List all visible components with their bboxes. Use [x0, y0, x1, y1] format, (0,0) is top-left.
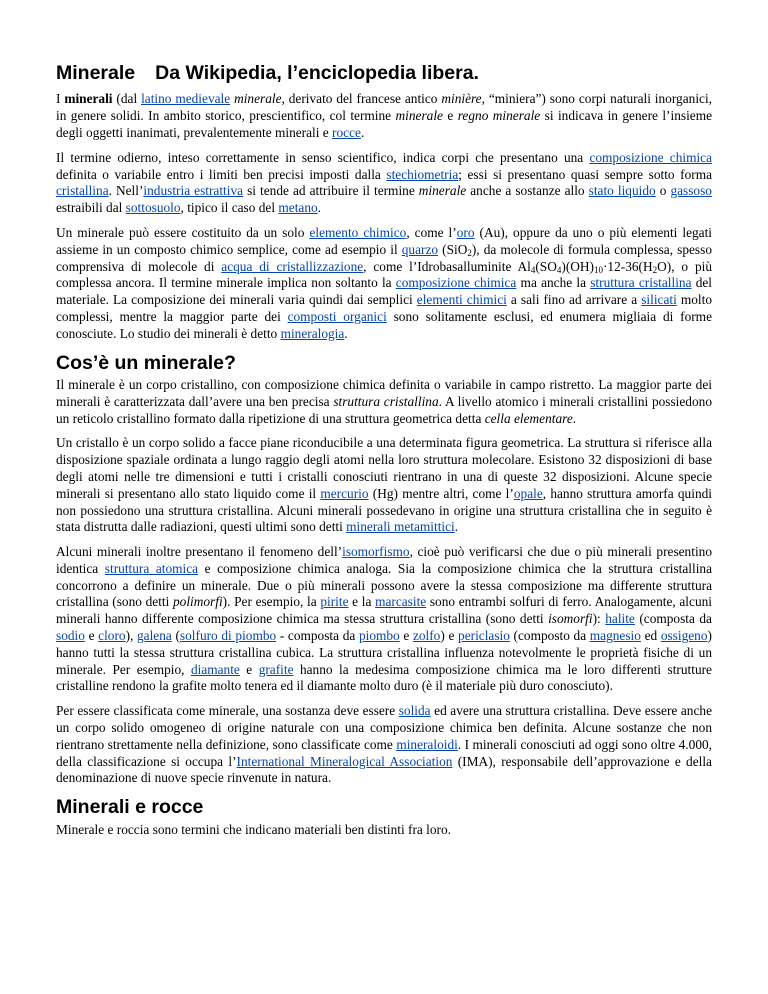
text: Un cristallo è un corpo solido a facce piane riconducibile a una determinata figura geometrica. La struttura si riferisce alla disposizione spaziale ordinata a lungo raggio degli atomi nella loro struttura molecolare. Esistono 32 disposizioni di base degli atomi nelle tre dimensioni e tutti i cristalli conosciuti rientrano in una di queste 32 disposizioni. Alcune specie minerali si presentano allo stato liquido come il: [56, 435, 712, 501]
italic-term: struttura cristallina: [333, 393, 439, 409]
text: - composta da: [276, 628, 359, 644]
text: (composta da: [634, 611, 712, 627]
title-subtitle: Da Wikipedia, l’enciclopedia libera.: [155, 62, 479, 84]
subscript: 10: [593, 264, 603, 275]
italic-term: minerale: [395, 108, 443, 124]
text: a sali fino ad arrivare a: [506, 292, 642, 308]
link-industria-estrattiva[interactable]: industria estrattiva: [143, 183, 244, 199]
link-galena[interactable]: galena: [137, 628, 172, 644]
link-zolfo[interactable]: zolfo: [412, 628, 441, 644]
text: e: [399, 628, 413, 644]
link-sottosuolo[interactable]: sottosuolo: [125, 200, 181, 216]
italic-term: cella elementare: [484, 410, 573, 426]
text: ):: [592, 611, 606, 627]
section2-paragraph-1: Minerale e roccia sono termini che indicano materiali ben distinti fra loro.: [56, 821, 451, 837]
text: (Hg) mentre altri, come l’: [368, 485, 514, 501]
link-halite[interactable]: halite: [605, 611, 635, 627]
link-grafite[interactable]: grafite: [258, 661, 294, 677]
text: si tende ad attribuire il termine: [243, 183, 419, 199]
title-text: Minerale: [56, 62, 136, 84]
link-international-mineralogical-association[interactable]: International Mineralogical Association: [236, 753, 453, 769]
text: e: [84, 628, 99, 644]
text: hanno la medesima composizione chimica ma le loro differenti strutture cristalline rendono la grafite molto tenera ed il diamante molto duro (è il materiale più duro conosciuto).: [56, 661, 712, 694]
link-acqua-di-cristallizzazione[interactable]: acqua di cristallizzazione: [221, 258, 364, 274]
text: si indicava in genere l’insieme degli oggetti inanimati, prevalentemente minerali e: [56, 108, 713, 140]
text: molto complessi, mentre la maggior parte dei: [56, 292, 713, 324]
link-isomorfismo[interactable]: isomorfismo: [342, 544, 410, 560]
text: del materiale. La composizione dei minerali varia quindi dai semplici: [56, 275, 713, 308]
link-rocce[interactable]: rocce: [332, 124, 361, 140]
text: , hanno struttura amorfa quindi non possiedono una struttura cristallina. Alcuni minerali possedevano in origine una struttura cristallina che in seguito è stata distrutta dalle radiazioni, questi ultimi sono detti: [56, 485, 712, 535]
link-composizione-chimica[interactable]: composizione chimica: [589, 149, 713, 165]
text: sono solitamente esclusi, ed enumera migliaia di forme conosciute. Lo studio dei minerali è detto: [56, 308, 712, 341]
text: e la: [348, 594, 376, 610]
text: Il minerale è un corpo cristallino, con composizione chimica definita o variabile in campo ristretto. La maggior parte dei minerali è caratterizzata dall’avere una ben precisa: [56, 376, 712, 409]
italic-term: regno minerale: [457, 108, 541, 124]
section1-paragraph-3: [56, 544, 712, 695]
text: ) hanno tutti la stessa struttura cristallina cubica. La struttura cristallina influenza notevolmente le proprietà fisiche di un minerale. Per esempio,: [56, 628, 712, 677]
link-cloro[interactable]: cloro: [98, 628, 126, 644]
link-elementi-chimici[interactable]: elementi chimici: [416, 292, 507, 308]
intro-paragraph-1: [56, 91, 712, 141]
text: (dal: [112, 91, 142, 107]
section1-paragraph-1: [56, 377, 712, 427]
text: , “miniera”) sono corpi naturali inorganici, in genere solidi. In ambito storico, prescientifico, col termine: [56, 91, 712, 124]
link-struttura-cristallina[interactable]: struttura cristallina: [590, 275, 692, 291]
text: o: [655, 183, 671, 199]
link-diamante[interactable]: diamante: [190, 661, 240, 677]
text: ) e: [440, 628, 459, 644]
text: . I minerali conosciuti ad oggi sono oltre 4.000, della classificazione si occupa l’: [56, 736, 712, 769]
link-piombo[interactable]: piombo: [358, 628, 400, 644]
text: estraibili dal: [56, 200, 126, 216]
link-composizione-chimica-2[interactable]: composizione chimica: [395, 275, 517, 291]
text: ma anche la: [516, 275, 591, 291]
link-latino-medievale[interactable]: latino medievale: [141, 91, 231, 107]
text: Il termine odierno, inteso correttamente in senso scientifico, indica corpi che presentano una: [56, 149, 590, 165]
link-opale[interactable]: opale: [513, 485, 543, 501]
section-heading-minerali-e-rocce: Minerali e rocce: [56, 796, 204, 819]
subscript: 4: [556, 264, 562, 275]
italic-term: minerale: [418, 183, 467, 199]
text: (SO: [535, 258, 557, 274]
section1-paragraph-2: [56, 435, 712, 536]
link-composti-organici[interactable]: composti organici: [287, 308, 387, 324]
text: sono entrambi solfuri di ferro. Analogamente, alcuni minerali hanno differente composizione chimica ma stessa struttura cristallina (sono detti: [56, 594, 712, 627]
link-elemento-chimico[interactable]: elemento chimico: [309, 224, 407, 240]
text: e: [239, 661, 259, 677]
section1-paragraph-4: [56, 703, 712, 787]
text: . A livello atomico i minerali cristallini possiedono un reticolo cristallino formato dalla ripetizione di una struttura geometrica detta: [56, 393, 712, 426]
text: ),: [125, 628, 137, 644]
text: Per essere classificata come minerale, una sostanza deve essere: [56, 703, 399, 719]
text: ed: [640, 628, 661, 644]
text: Un minerale può essere costituito da un solo: [56, 224, 310, 240]
italic-term: isomorfi: [548, 611, 593, 627]
text: .: [572, 410, 577, 426]
link-silicati[interactable]: silicati: [641, 292, 677, 308]
text: .: [360, 124, 365, 140]
page-title: [56, 62, 712, 85]
text: .: [454, 519, 459, 535]
link-marcasite[interactable]: marcasite: [375, 594, 427, 610]
intro-paragraph-3: [56, 225, 712, 343]
link-solfuro-di-piombo[interactable]: solfuro di piombo: [179, 628, 277, 644]
link-ossigeno[interactable]: ossigeno: [660, 628, 708, 644]
subscript: 4: [530, 264, 536, 275]
text: ), da molecole di formula complessa, spesso comprensiva di molecole di: [56, 241, 712, 274]
text: . Nell’: [108, 183, 144, 199]
text: , derivato del francese antico: [281, 91, 442, 107]
text: ). Per esempio, la: [222, 594, 321, 610]
text: O), o più complessa ancora. Il termine minerale implica non soltanto la: [56, 258, 712, 291]
text: ; essi si presentano quasi sempre sotto forma: [458, 166, 712, 182]
text: e: [442, 108, 458, 124]
link-solida[interactable]: solida: [398, 703, 431, 719]
link-mineralogia[interactable]: mineralogia: [280, 325, 345, 341]
link-pirite[interactable]: pirite: [320, 594, 349, 610]
text: e composizione chimica analoga. Sia la composizione chimica che la struttura cristallina concorrono a definire un minerale. Due o più minerali possono avere la stessa composizione ma differente struttura cristallina (sono detti: [56, 560, 713, 610]
link-periclasio[interactable]: periclasio: [458, 628, 510, 644]
bold-term: minerali: [64, 91, 113, 107]
text: , cioè può verificarsi che due o più minerali presentino identica: [56, 544, 712, 576]
text: anche a sostanze allo: [466, 183, 589, 199]
text: (Au), oppure da uno o più elementi legati assieme in un composto chimico semplice, come ad esempio il: [56, 224, 712, 257]
text: , tipico il caso del: [180, 200, 279, 216]
italic-term: minière: [441, 91, 482, 107]
link-mineraloidi[interactable]: mineraloidi: [396, 736, 458, 752]
link-stato-liquido[interactable]: stato liquido: [588, 183, 656, 199]
text: , come l’Idrobasalluminite Al: [363, 258, 531, 274]
italic-term: polimorfi: [172, 594, 223, 610]
text: ·12-36(H: [602, 258, 653, 274]
text: , come l’: [406, 224, 457, 240]
text: (SiO: [438, 241, 468, 257]
link-cristallina[interactable]: cristallina: [56, 183, 109, 199]
text: (composto da: [509, 628, 590, 644]
section-heading-cos-e-un-minerale: Cos’è un minerale?: [56, 351, 236, 374]
link-mercurio[interactable]: mercurio: [320, 485, 369, 501]
text: ed avere una struttura cristallina. Deve essere anche un corpo solido omogeneo di origine naturale con una composizione chimica ben definita. Alcune sostanze che non rientrano strettamente nella definizione, sono classificate come: [56, 703, 712, 752]
intro-paragraph-2: [56, 150, 712, 217]
text: (: [171, 628, 180, 644]
text: definita o variabile entro i limiti ben precisi imposti dalla: [56, 166, 387, 182]
text: I: [56, 91, 65, 107]
text: (IMA), responsabile dell’approvazione e della denominazione di nuove specie rinvenute in natura.: [56, 753, 712, 786]
link-gassoso[interactable]: gassoso: [670, 183, 712, 199]
link-sodio[interactable]: sodio: [56, 628, 85, 644]
text: )(OH): [561, 258, 594, 274]
link-stechiometria[interactable]: stechiometria: [386, 166, 459, 182]
link-struttura-atomica[interactable]: struttura atomica: [104, 560, 199, 576]
text: .: [317, 200, 322, 216]
subscript: 2: [652, 264, 658, 275]
link-oro[interactable]: oro: [456, 224, 475, 240]
subscript: 2: [467, 247, 472, 258]
link-magnesio[interactable]: magnesio: [589, 628, 641, 644]
text: .: [344, 325, 348, 341]
link-minerali-metamittici[interactable]: minerali metamittici: [346, 519, 455, 535]
link-quarzo[interactable]: quarzo: [401, 241, 439, 257]
link-metano[interactable]: metano: [278, 200, 318, 216]
italic-term: minerale: [234, 91, 282, 107]
text: Alcuni minerali inoltre presentano il fenomeno dell’: [56, 544, 343, 560]
